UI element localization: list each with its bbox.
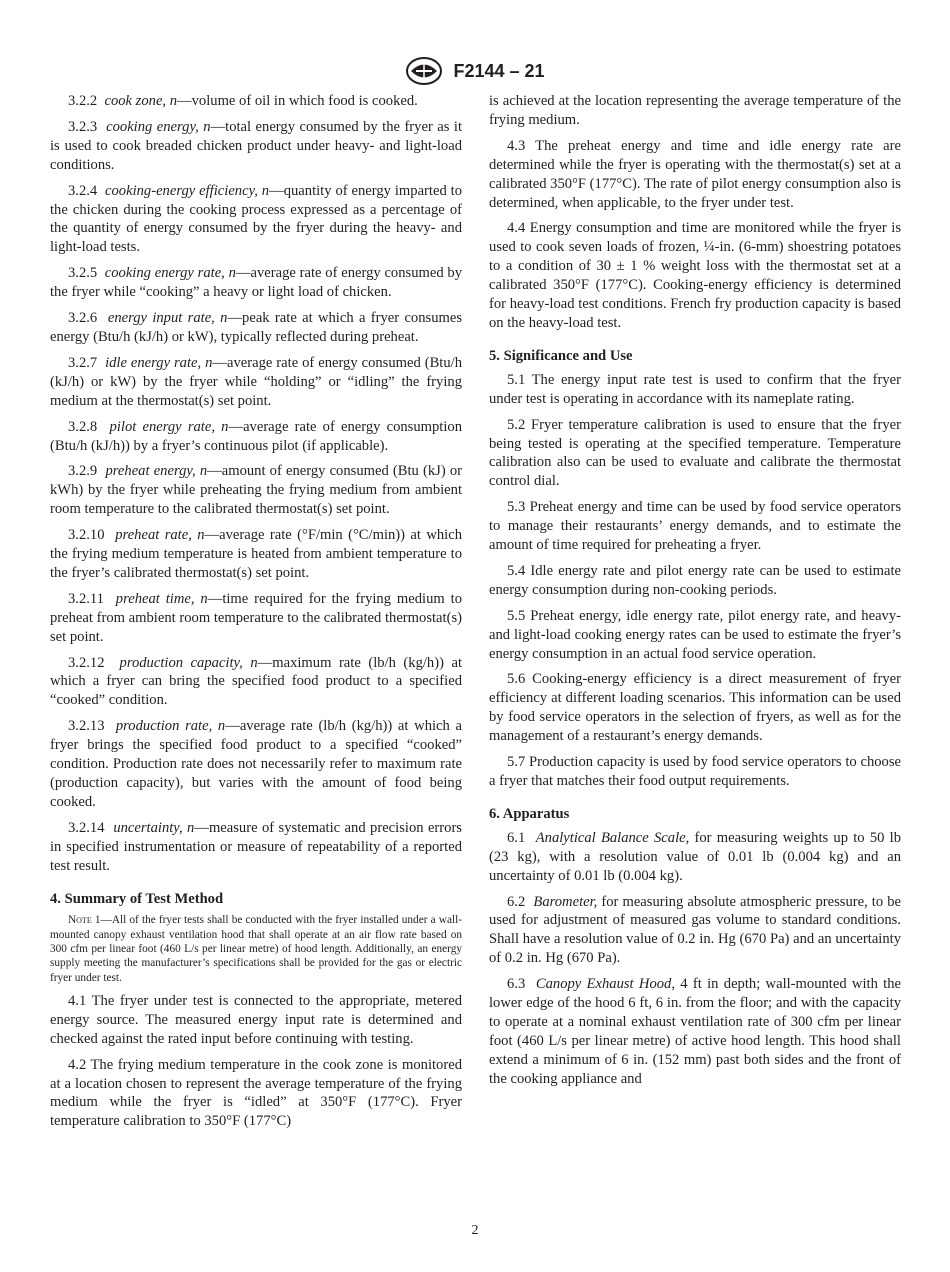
paragraph-4-3: 4.3 The preheat energy and time and idle energy rate are determined while the fryer is operating with the thermostat(s) set at a calibrated 350°F (177°C). The rate of pilot energy consumption also is determined, when applicable, to the fryer under test. (489, 137, 901, 211)
definition-3-2-2: 3.2.2 cook zone, n—volume of oil in which food is cooked. (68, 93, 418, 109)
paragraph-6-3: 6.3 Canopy Exhaust Hood, 4 ft in depth; wall-mounted with the lower edge of the hood 6 ft, 6 in. from the floor; and with the capacity to operate at a nominal exhaust ventilation rate of 300 cfm per linear foot (460 L/s per linear metre) of active hood length. This hood shall extend a minimum of 6 in. (152 mm) past both sides and the front of the cooking appliance and (489, 976, 901, 1087)
definition-3-2-12: 3.2.12 production capacity, n—maximum rate (lb/h (kg/h)) at which a fryer can bring the specified food product to a specified “cooked” condition. (50, 654, 463, 709)
definition-3-2-3: 3.2.3 cooking energy, n—total energy consumed by the fryer as it is used to cook breaded chicken product under heavy- and light-load conditions. (50, 118, 462, 173)
paragraph-4-2: 4.2 The frying medium temperature in the cook zone is monitored at a location chosen to represent the average temperature of the frying medium while the fryer is “idled” at 350°F (177°C). Fryer temperature calibration to 350°F (177°C) (50, 1056, 462, 1130)
definition-3-2-9: 3.2.9 preheat energy, n—amount of energy consumed (Btu (kJ) or kWh) by the fryer while preheating the frying medium from ambient room temperature to the calibrated thermostat(s) set point. (50, 463, 463, 518)
document-id: F2144 – 21 (453, 60, 545, 81)
paragraph-5-5: 5.5 Preheat energy, idle energy rate, pilot energy rate, and heavy- and light-load cooking energy rates can be used to estimate the fryer’s energy consumption in an actual food service operation. (489, 607, 901, 662)
definition-3-2-4: 3.2.4 cooking-energy efficiency, n—quantity of energy imparted to the chicken during the cooking process expressed as a percentage of the quantity of energy consumed by the fryer during the heavy- and light-load tests. (50, 182, 462, 256)
definition-3-2-6: 3.2.6 energy input rate, n—peak rate at which a fryer consumes energy (Btu/h (kJ/h) or kW), typically reflected during preheat. (50, 310, 463, 345)
paragraph-5-2: 5.2 Fryer temperature calibration is used to ensure that the fryer being tested is operating at the specified temperature. Temperature calibration also can be used to evaluate and calibrate the thermostat control dial. (489, 416, 901, 490)
paragraph-5-6: 5.6 Cooking-energy efficiency is a direct measurement of fryer efficiency at different loading scenarios. This information can be used by food service operators in the selection of fryers, as well as for the management of a restaurant’s energy demands. (489, 671, 901, 745)
astm-logo-icon (405, 56, 443, 86)
page-header (0, 56, 950, 86)
section-6-heading: 6. Apparatus (489, 805, 570, 822)
paragraph-5-7: 5.7 Production capacity is used by food service operators to choose a fryer that matches their food output requirements. (489, 754, 901, 789)
paragraph-5-1: 5.1 The energy input rate test is used to confirm that the fryer under test is operating in accordance with its nameplate rating. (489, 371, 901, 407)
left-column (50, 92, 462, 1138)
paragraph-4-1: 4.1 The fryer under test is connected to the appropriate, metered energy source. The measured energy input rate is determined and checked against the rated input before continuing with testing. (50, 992, 462, 1047)
paragraph-6-1: 6.1 Analytical Balance Scale, for measuring weights up to 50 lb (23 kg), with a resolution value of 0.01 lb (0.004 kg) and an uncertainty of 0.01 lb (0.004 kg). (489, 829, 902, 884)
paragraph-5-4: 5.4 Idle energy rate and pilot energy rate can be used to estimate energy consumption during non-cooking periods. (489, 562, 901, 598)
definition-3-2-5: 3.2.5 cooking energy rate, n—average rate of energy consumed by the fryer while “cooking” a heavy or light load of chicken. (50, 265, 462, 301)
right-column (489, 92, 901, 1096)
section-4-heading: 4. Summary of Test Method (50, 890, 224, 907)
definition-3-2-10: 3.2.10 preheat rate, n—average rate (°F/min (°C/min)) at which the frying medium temperature is heated from ambient temperature to the fryer’s calibrated thermostat(s) set point. (50, 527, 462, 581)
paragraph-5-3: 5.3 Preheat energy and time can be used by food service operators to manage their restaurants’ energy demands, and to estimate the amount of time required for preheating a fryer. (489, 499, 901, 554)
section-5-heading: 5. Significance and Use (489, 347, 633, 364)
page-number: 2 (471, 1223, 479, 1238)
definition-3-2-11: 3.2.11 preheat time, n—time required for the frying medium to preheat from ambient room temperature to the calibrated thermostat(s) set point. (50, 590, 463, 645)
definition-3-2-8: 3.2.8 pilot energy rate, n—average rate of energy consumption (Btu/h (kJ/h)) by a fryer’s continuous pilot (if applicable). (50, 418, 463, 454)
note-1: Note 1—All of the fryer tests shall be conducted with the fryer installed under a wall-mounted canopy exhaust ventilation hood that shall operate at an air flow rate based on 300 cfm per linear foot (460 L/s per linear metre) of hood length. Additionally, an energy supply meeting the manufacturer’s specifications shall be provided for the gas or electric fryer under test. (50, 914, 463, 984)
definition-3-2-13: 3.2.13 production rate, n—average rate (lb/h (kg/h)) at which a fryer brings the specified food product to a specified “cooked” condition. Production rate does not necessarily refer to maximum rate (production capacity), but varies with the amount of food being cooked. (50, 718, 462, 810)
definition-3-2-14: 3.2.14 uncertainty, n—measure of systematic and precision errors in specified instrumentation or measure of repeatability of a reported test result. (50, 819, 462, 874)
paragraph-4-2-continued: is achieved at the location representing the average temperature of the frying medium. (489, 93, 901, 128)
paragraph-4-4: 4.4 Energy consumption and time are monitored while the fryer is used to cook seven loads of frozen, ¼-in. (6-mm) shoestring potatoes to a condition of 30 ± 1 % weight loss with the thermostat set at a calibrated 350°F (177°C). Cooking-energy efficiency is determined for heavy-load test conditions. French fry production capacity is based on the heavy-load test. (489, 220, 901, 331)
definition-3-2-7: 3.2.7 idle energy rate, n—average rate of energy consumed (Btu/h (kJ/h) or kW) by the fryer while “holding” or “idling” the frying medium at the thermostat(s) set point. (50, 354, 463, 409)
paragraph-6-2: 6.2 Barometer, for measuring absolute atmospheric pressure, to be used for adjustment of measured gas volume to standard conditions. Shall have a resolution value of 0.2 in. Hg (670 Pa) and an uncertainty of 0.2 in. Hg (670 Pa). (489, 893, 901, 967)
